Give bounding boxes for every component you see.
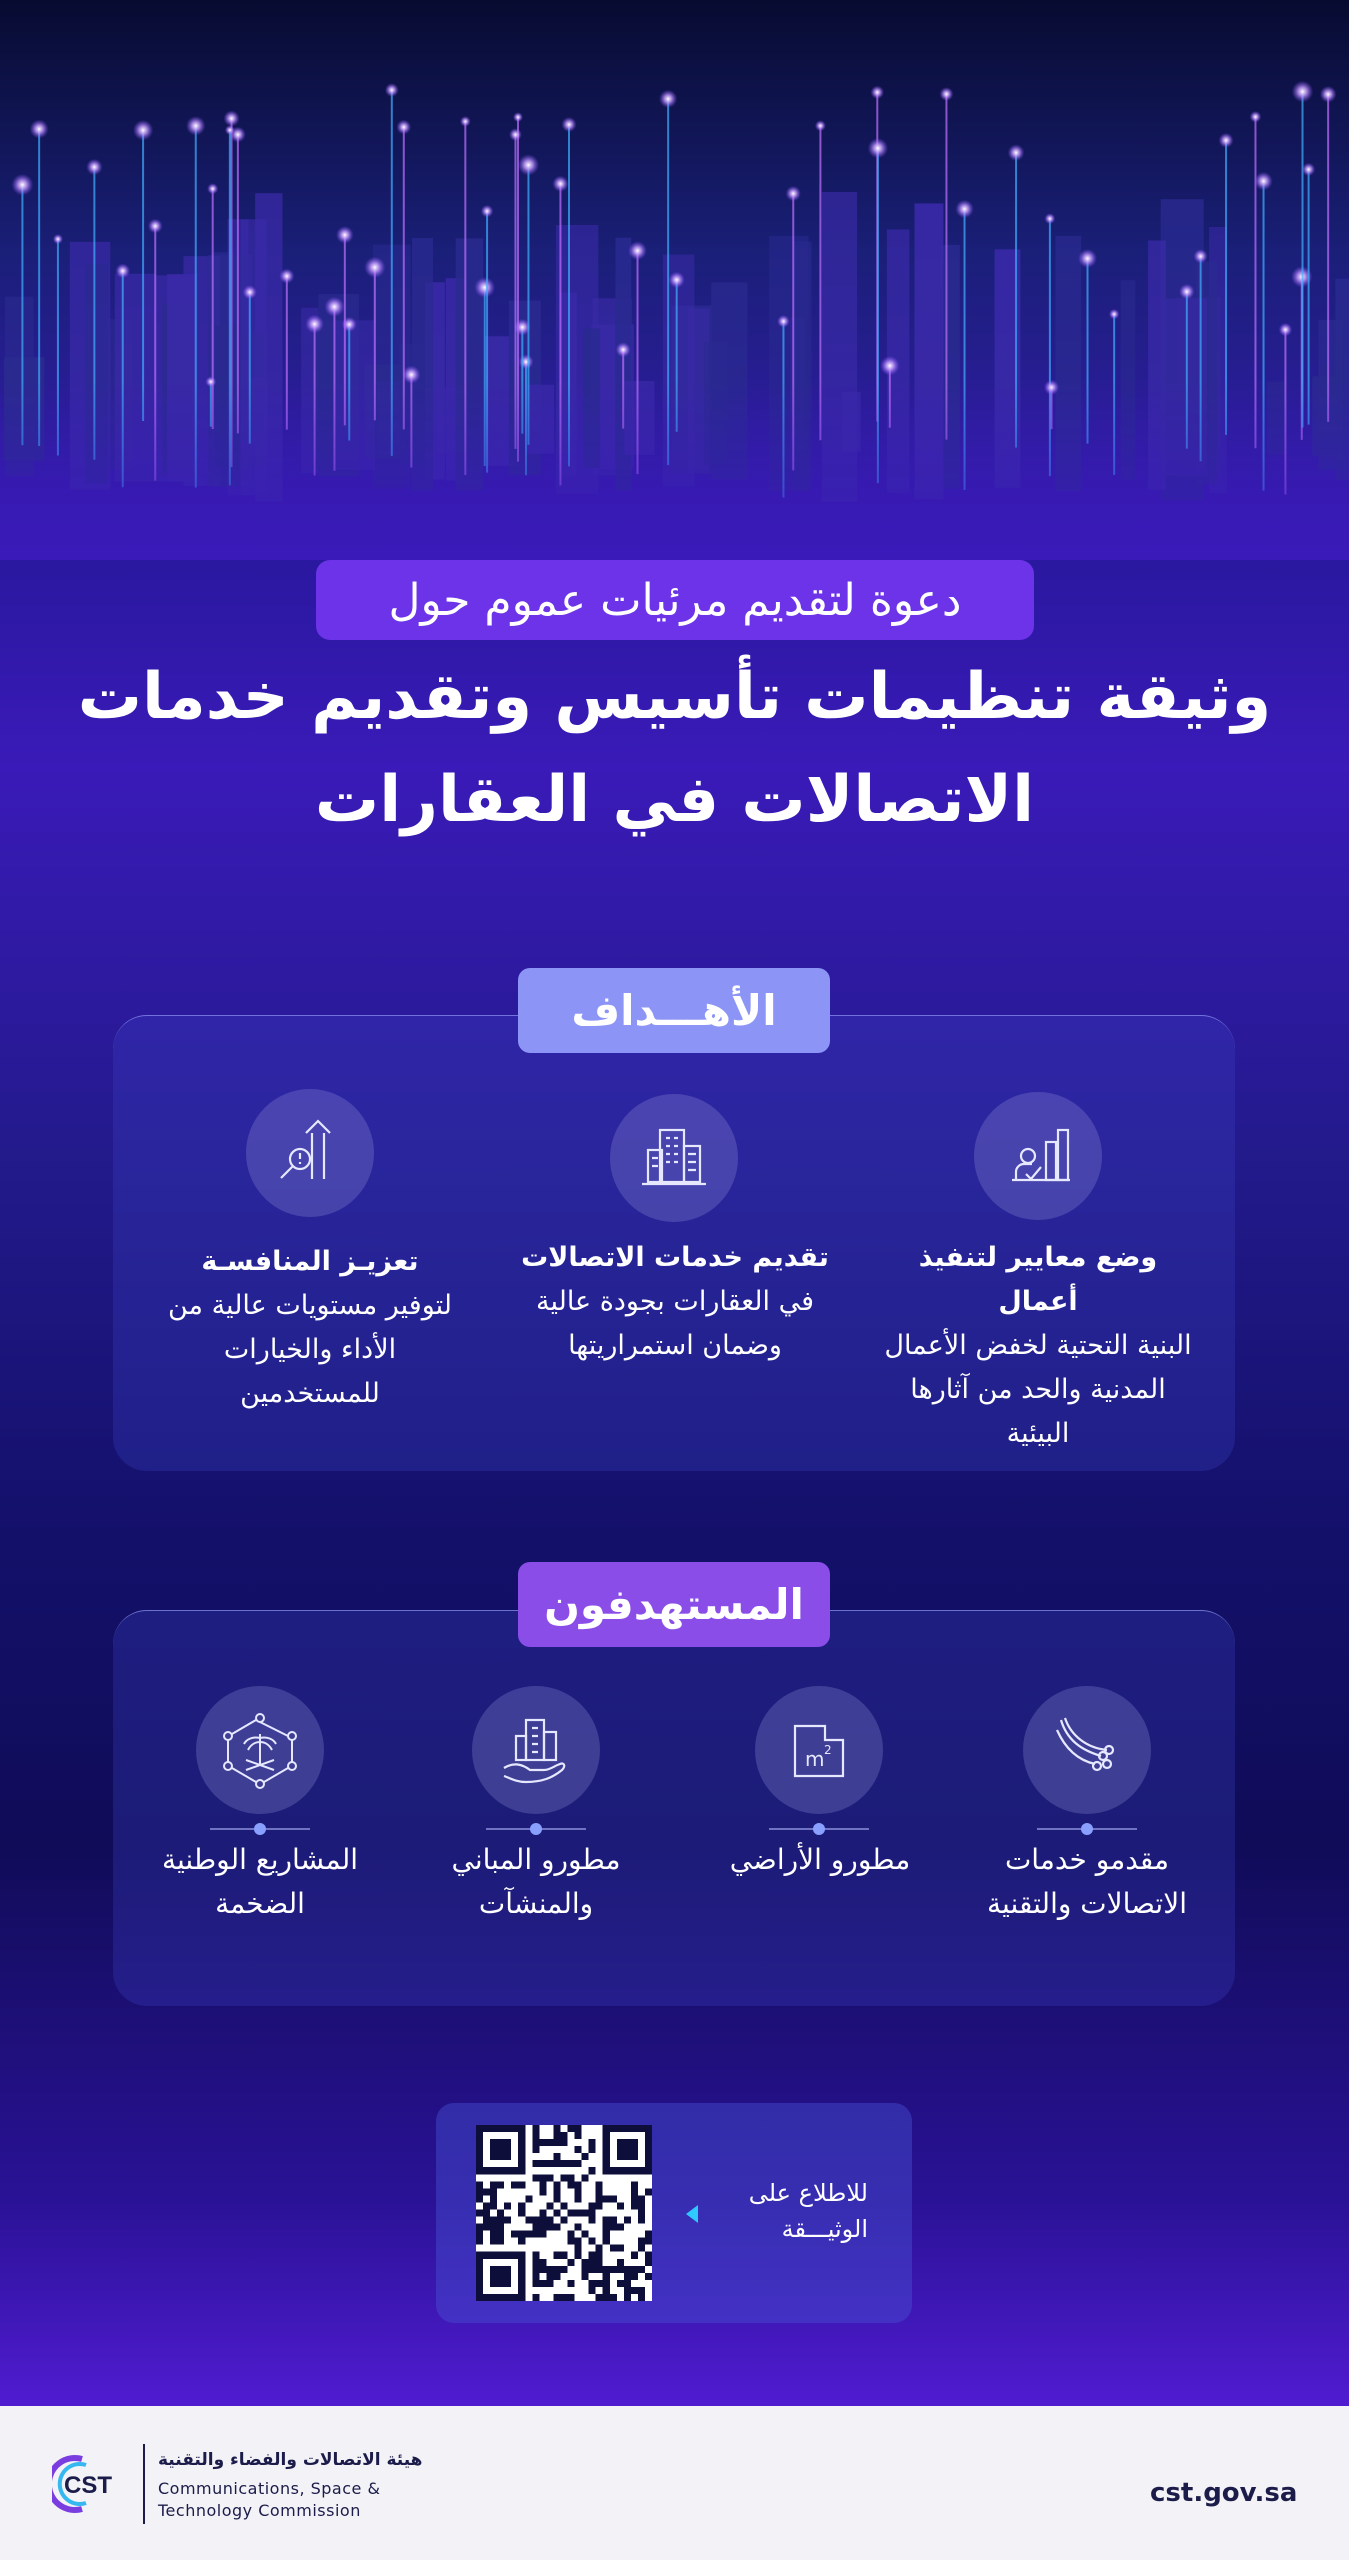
goal-1-heading: وضع معايير لتنفيذ أعمال [918, 1242, 1158, 1317]
decorative-divider [486, 1823, 586, 1835]
hand-building-icon [472, 1686, 600, 1814]
goal-2-body: في العقارات بجودة عالية وضمان استمراريتها [535, 1286, 814, 1361]
audience-item-4: المشاريع الوطنية الضخمة [161, 1843, 359, 1920]
subtitle-text: دعوة لتقديم مرئيات عموم حول [388, 574, 962, 626]
cst-logo [52, 2451, 130, 2517]
qr-caption-line-1: للاطلاع على [748, 2179, 868, 2207]
qr-caption [708, 2175, 868, 2247]
logo-text: CST [64, 2472, 112, 2499]
website-link[interactable]: cst.gov.sa [1150, 2478, 1298, 2508]
svg-text:2: 2 [824, 1743, 832, 1757]
logo-divider [143, 2444, 145, 2524]
page-title-line-2: الاتصالات في العقارات [314, 763, 1035, 837]
goals-section-label [518, 968, 830, 1053]
square-meter-icon [755, 1686, 883, 1814]
audience-section-label [518, 1562, 830, 1647]
qr-code[interactable] [476, 2125, 652, 2301]
hero-city-image [0, 0, 1349, 560]
qr-caption-line-2: الوثيـــقة [781, 2215, 868, 2243]
goal-3-heading: تعزيـز المنافسـة [201, 1246, 419, 1277]
decorative-divider [769, 1823, 869, 1835]
goal-item-2 [515, 1236, 835, 1368]
org-name-arabic: هيئة الاتصالات والفضاء والتقنية [158, 2450, 423, 2470]
audience-item-1: مقدمو خدمات الاتصالات والتقنية [987, 1843, 1187, 1920]
goal-3-body: لتوفير مستويات عالية من الأداء والخيارات للمستخدمين [167, 1290, 453, 1409]
goal-1-body: البنية التحتية لخفض الأعمال المدنية والحد من آثارها البيئية [884, 1330, 1192, 1449]
org-name-english [158, 2478, 380, 2522]
org-name-english-line-2: Technology Commission [158, 2501, 361, 2520]
magnifier-arrow-up-icon [246, 1089, 374, 1217]
audience-label-text: المستهدفون [544, 1580, 804, 1629]
org-name-english-line-1: Communications, Space & [158, 2479, 381, 2498]
goal-item-1 [878, 1236, 1198, 1456]
footer [0, 2406, 1349, 2560]
decorative-divider [210, 1823, 310, 1835]
goals-label-text: الأهـــداف [571, 986, 777, 1035]
svg-text:m: m [805, 1747, 825, 1771]
growth-chart-person-icon [974, 1092, 1102, 1220]
national-emblem-network-icon [196, 1686, 324, 1814]
goal-2-heading: تقديم خدمات الاتصالات [521, 1242, 829, 1273]
decorative-divider [1037, 1823, 1137, 1835]
qr-card[interactable] [436, 2103, 912, 2323]
audience-item-2: مطورو الأراضي [729, 1843, 911, 1876]
buildings-icon [610, 1094, 738, 1222]
fiber-optic-icon [1023, 1686, 1151, 1814]
subtitle-pill [316, 560, 1034, 640]
audience-item-3: مطورو المباني والمنشآت [451, 1843, 621, 1920]
page-title-line-1: وثيقة تنظيمات تأسيس وتقديم خدمات [77, 660, 1272, 734]
goal-item-3 [150, 1240, 470, 1416]
pointer-arrow-icon [686, 2205, 698, 2223]
